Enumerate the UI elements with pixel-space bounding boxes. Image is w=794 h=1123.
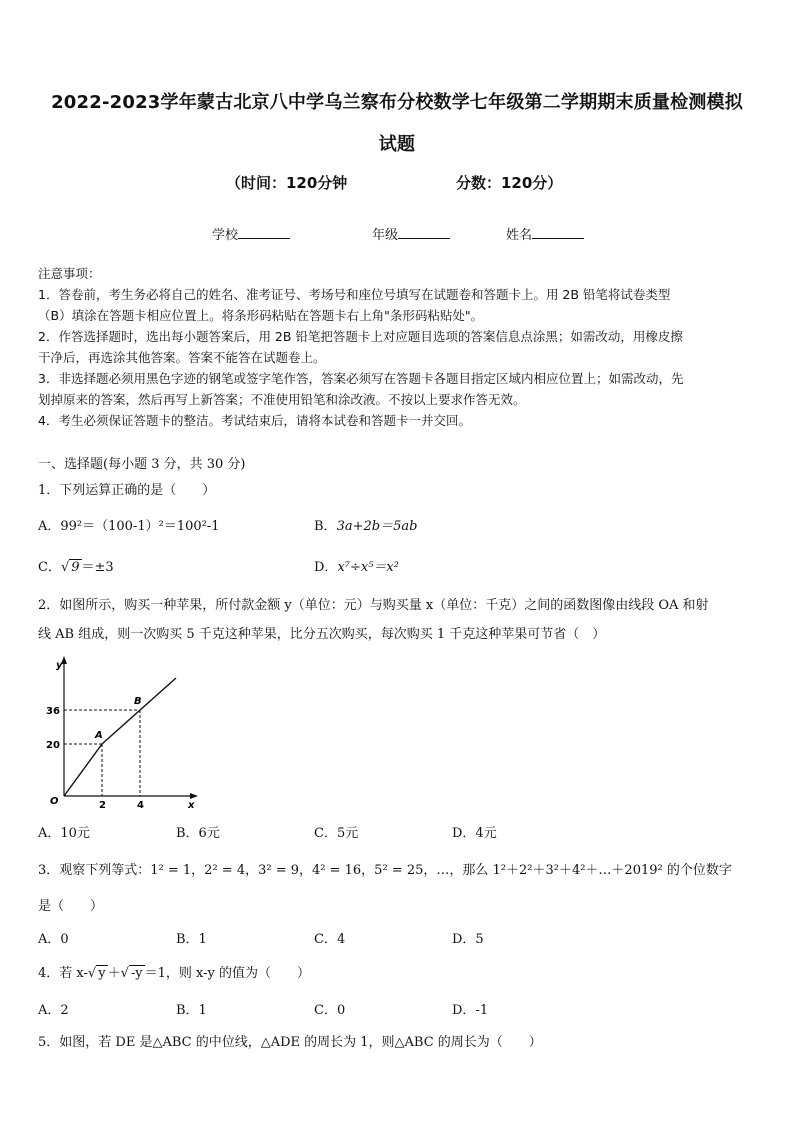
notes-line: 划掉原来的答案，然后再写上新答案；不准使用铅笔和涂改液。不按以上要求作答无效。 [38, 392, 526, 407]
exam-title-line2: 试题 [378, 134, 416, 155]
notes-line: 2．作答选择题时，选出每小题答案后，用 2B 铅笔把答题卡上对应题目选项的答案信息点涂黑；如需改动，用橡皮擦 [38, 329, 683, 344]
q1-option-b[interactable] [314, 515, 417, 534]
q2-option-b[interactable]: B．6元 [176, 826, 220, 841]
q2-stem-line2: 线 AB 组成，则一次购买 5 千克这种苹果，比分五次购买，每次购买 1 千克这种苹果可节省（ ） [38, 627, 606, 642]
q2-function-graph [38, 650, 208, 810]
q4-option-c[interactable]: C．0 [314, 1003, 346, 1018]
exam-time: （时间：120分钟 [226, 174, 348, 192]
ray-ab [102, 678, 176, 744]
q4-radicand-1: y [98, 966, 106, 981]
q1-option-c-radicand: 9 [71, 560, 80, 575]
origin-label: O [50, 796, 59, 807]
q4-option-d[interactable]: D．-1 [452, 1003, 489, 1018]
exam-title-line1: 2022-2023学年蒙古北京八中学乌兰察布分校数学七年级第二学期期末质量检测模拟 [51, 92, 743, 113]
q4-stem-part: ＋ [107, 966, 121, 981]
x-tick-2: 2 [99, 800, 106, 810]
q1-option-d-math: x⁷÷x⁵＝x² [337, 560, 399, 575]
notes-line: （B）填涂在答题卡相应位置上。将条形码粘贴在答题卡右上角"条形码粘贴处"。 [38, 308, 484, 323]
q2-option-c[interactable]: C．5元 [314, 826, 359, 841]
q1-option-d[interactable] [314, 556, 399, 575]
notes-line: 1．答卷前，考生务必将自己的姓名、准考证号、考场号和座位号填写在试题卷和答题卡上。用 2B 铅笔将试卷类型 [38, 287, 671, 302]
q3-option-b[interactable]: B．1 [176, 932, 207, 947]
x-tick-4: 4 [137, 800, 144, 810]
q5-stem: 5．如图，若 DE 是△ABC 的中位线，△ADE 的周长为 1，则△ABC 的周长为（ ） [38, 1035, 542, 1050]
point-a-label: A [95, 730, 103, 741]
q3-option-d[interactable]: D．5 [452, 932, 484, 947]
exam-score: 分数：120分） [456, 174, 563, 192]
notes-block [38, 263, 758, 431]
q3-option-a[interactable]: A．0 [38, 932, 69, 947]
section-heading: 一、选择题(每小题 3 分，共 30 分) [38, 457, 246, 472]
sqrt-symbol: √ 9 [60, 560, 80, 575]
x-axis-arrow-icon [190, 793, 198, 799]
q4-radicand-2: -y [130, 966, 143, 981]
q1-option-b-label: B． [314, 519, 337, 534]
notes-line: 3．非选择题必须用黑色字迹的钢笔或签字笔作答，答案必须写在答题卡各题目指定区域内相应位置上；如需改动，先 [38, 371, 684, 386]
x-axis-label: x [188, 800, 195, 810]
point-b-label: B [134, 696, 142, 707]
q3-stem-line2: 是（ ） [38, 899, 104, 914]
q2-option-d[interactable]: D．4元 [452, 826, 497, 841]
y-axis-label: y [56, 660, 63, 671]
y-tick-20: 20 [46, 740, 60, 751]
q4-option-b[interactable]: B．1 [176, 1003, 207, 1018]
name-field[interactable] [506, 224, 584, 243]
q1-option-b-math: 3a+2b＝5ab [336, 519, 418, 534]
notes-line: 4．考生必须保证答题卡的整洁。考试结束后，请将本试卷和答题卡一并交回。 [38, 413, 471, 428]
notes-heading: 注意事项： [38, 266, 101, 281]
q4-option-a[interactable]: A．2 [38, 1003, 69, 1018]
q2-stem-line1: 2．如图所示，购买一种苹果，所付款金额 y（单位：元）与购买量 x（单位：千克）之间的函数图像由线段 OA 和射 [38, 598, 709, 613]
grade-field[interactable] [372, 224, 450, 243]
name-label: 姓名 [506, 228, 533, 243]
q4-stem [38, 962, 310, 981]
q1-option-c-label: C． [38, 560, 61, 575]
y-tick-36: 36 [46, 706, 60, 717]
q1-option-d-label: D． [314, 560, 338, 575]
q3-option-c[interactable]: C．4 [314, 932, 346, 947]
name-blank[interactable] [532, 226, 584, 239]
school-label: 学校 [212, 228, 239, 243]
q3-stem-line1: 3．观察下列等式：1² = 1，2² = 4，3² = 9，4² = 16，5² = 25，…，那么 1²＋2²＋3²＋4²＋…＋2019² 的个位数字 [38, 863, 732, 878]
q4-stem-part: 4．若 x- [38, 966, 88, 981]
grade-blank[interactable] [398, 226, 450, 239]
q1-stem: 1．下列运算正确的是（ ） [38, 483, 216, 498]
q1-option-c[interactable] [38, 556, 114, 575]
sqrt-symbol: √ y [87, 966, 106, 981]
q1-option-a[interactable]: A．99²＝（100-1）²＝100²-1 [38, 519, 220, 534]
school-blank[interactable] [238, 226, 290, 239]
q2-option-a[interactable]: A．10元 [38, 826, 90, 841]
q4-stem-part: ＝1，则 x-y 的值为（ ） [144, 966, 311, 981]
notes-line: 干净后，再选涂其他答案。答案不能答在试题卷上。 [38, 350, 326, 365]
sqrt-symbol: √ -y [120, 966, 143, 981]
segment-oa [64, 744, 102, 796]
school-field[interactable] [212, 224, 290, 243]
q1-option-c-rest: ＝±3 [81, 560, 114, 575]
grade-label: 年级 [372, 228, 399, 243]
